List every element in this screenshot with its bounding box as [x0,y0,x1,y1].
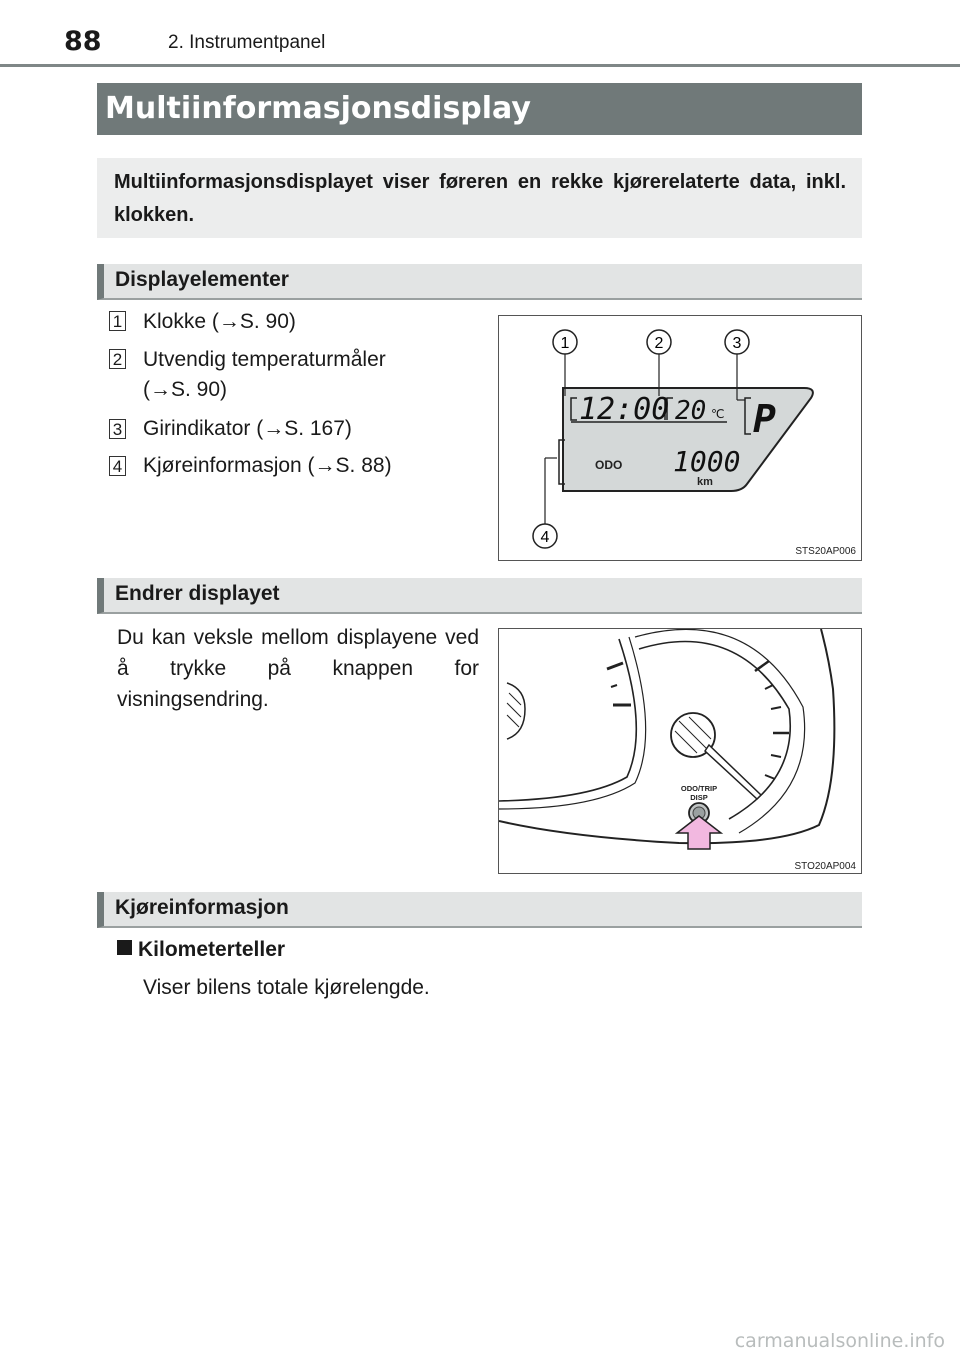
lcd-temp: 20 [675,396,707,426]
right-tick-1 [755,661,769,671]
cluster-bezel [499,629,834,843]
right-tick-6 [765,775,775,779]
list-item-temp-ref: (→S. 90) [143,378,228,401]
button-label-line2: DISP [690,793,708,802]
header-rule [0,64,960,67]
list-number-4: 4 [109,456,126,476]
right-tick-5 [771,755,781,757]
right-tick-2 [765,685,773,689]
list-item-temp: Utvendig temperaturmåler [143,348,386,371]
section-display-elements: Displayelementer [97,264,862,300]
callout-2: 2 [654,335,664,352]
callout-1: 1 [560,335,570,352]
odometer-description: Viser bilens totale kjørelengde. [143,976,430,999]
chapter-title: 2. Instrumentpanel [168,32,326,53]
callout-4: 4 [540,529,550,546]
button-label-line1: ODO/TRIP [680,784,718,793]
section-drive-info: Kjøreinformasjon [97,892,862,928]
page-title: Multiinformasjonsdisplay [97,83,862,135]
lcd-gear: P [753,397,776,441]
intro-text: Multiinformasjonsdisplayet viser føreren en rekke kjørerelaterte data, inkl. klokken. [114,171,846,226]
left-tick-2 [611,685,617,687]
figure-cluster [498,628,862,874]
figure1-code: STS20AP006 [795,546,856,557]
small-dial [507,683,525,739]
left-tick-1 [607,663,623,669]
small-dial-hatch-3 [507,715,519,727]
watermark: carmanualsonline.info [734,1330,945,1352]
list-number-1: 1 [109,311,126,331]
figure2-code: STO20AP004 [794,861,856,872]
small-dial-hatch-2 [507,703,521,717]
lcd-clock: 12:00 [579,392,670,427]
lcd-temp-unit: ℃ [711,407,725,421]
cluster-illustration [499,629,861,873]
lcd-odo-label: ODO [595,458,623,472]
page-number: 88 [64,26,102,57]
right-gauge-rim [635,629,805,833]
callout-3: 3 [732,335,742,352]
list-item-drive-info: Kjøreinformasjon (→S. 88) [143,454,392,477]
list-number-2: 2 [109,349,126,369]
figure-display [498,315,862,561]
left-gauge-arc-inner [499,637,646,809]
display-illustration [499,316,861,560]
small-dial-hatch-1 [509,693,521,705]
list-item-clock: Klokke (→S. 90) [143,310,296,333]
square-bullet-icon [117,940,132,955]
odometer-heading [117,938,285,962]
left-gauge-arc-outer [499,639,636,801]
list-item-gear: Girindikator (→S. 167) [143,417,352,440]
right-tick-3 [771,707,781,709]
lcd-odo-value: 1000 [673,445,741,478]
intro-box [97,158,862,238]
odometer-title: Kilometerteller [138,938,286,961]
lcd-odo-unit: km [697,476,713,488]
section-change-display: Endrer displayet [97,578,862,614]
change-display-text: Du kan veksle mellom displayene ved å trykke på knappen for visningsendring. [117,626,479,711]
list-number-3: 3 [109,419,126,439]
